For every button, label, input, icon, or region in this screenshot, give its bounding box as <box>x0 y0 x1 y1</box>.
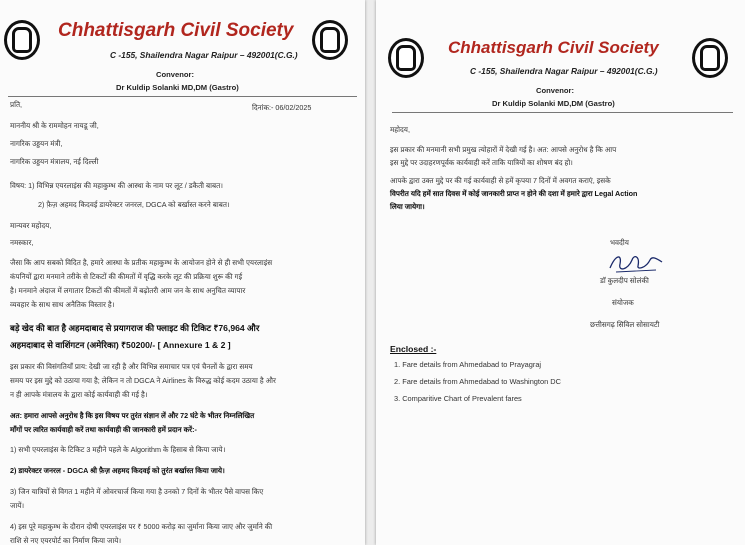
letter-date: दिनांक:- 06/02/2025 <box>252 103 312 112</box>
demand-3-line: जायें। <box>10 501 25 510</box>
demand-2: 2) डायरेक्टर जनरल - DGCA श्री फ़ैज़ अहमद किदवई को तुरंत बर्खास्त किया जाये। <box>10 466 225 475</box>
demand-1: 1) सभी एयरलाइंस के टिकिट 3 महीने पहले के Algorithm के हिसाब से किया जाये। <box>10 445 226 454</box>
paragraph-1-line: कंपनियों द्वारा मनमाने तरीके से टिकटों की कीमतों में वृद्धि करके लूट की प्रक्रिया शुरू की गई <box>10 272 243 281</box>
organization-logo-right <box>312 20 348 60</box>
highlight-line: बड़े खेद की बात है अहमदाबाद से प्रयागराज की फ्लाइट की टिकिट ₹76,964 और <box>10 323 260 333</box>
highlight-line: अहमदाबाद से वाशिंगटन (अमेरिका) ₹50200/- [ Annexure 1 & 2 ] <box>10 340 231 350</box>
demand-4-line: 4) इस पूरे महाकुम्भ के दौरान दोषी एयरलाइंस पर ₹ 5000 करोड़ का जुर्माना किया जाए और जुर्माने की <box>10 522 273 531</box>
organization-logo-right <box>692 38 728 78</box>
addressee-line-1: माननीय श्री के राममोहन नायडू जी, <box>10 121 99 130</box>
letter-page-1 <box>0 0 365 545</box>
demand-3-line: 3) जिन यात्रियों से विगत 1 महीने में ओवरचार्ज किया गया है उनको 7 दिनों के भीतर पैसे वापस किए <box>10 487 264 496</box>
addressee-line-2: नागरिक उड्डयन मंत्री, <box>10 139 63 148</box>
letter-page-2 <box>376 0 745 545</box>
paragraph-1-line: जैसा कि आप सबको विदित है, हमारे आस्था के प्रतीक महाकुम्भ के आयोजन होने से ही सभी एयरलाइंस <box>10 258 273 267</box>
salutation: मान्यवर महोदय, <box>10 221 52 230</box>
letterhead-address: C -155, Shailendra Nagar Raipur – 492001(C.G.) <box>470 66 658 76</box>
enclosed-title: Enclosed :- <box>390 344 437 354</box>
paragraph-1-line: है। मनमाने अंदाज में लगातार टिकटों की कीमतों में बढ़ोतरी आम जन के साथ अनुचित व्यापार <box>10 286 246 295</box>
convenor-label: Convenor: <box>536 86 574 95</box>
paragraph-1-line: व्यवहार के साथ साथ अनैतिक विस्तार है। <box>10 300 115 309</box>
signer-organization: छत्तीसगढ़ सिविल सोसायटी <box>590 320 660 329</box>
paragraph-2-line: विपरीत यदि हमें सात दिवस में कोई जानकारी प्राप्त न होने की दशा में हमारे द्वारा Legal Action <box>390 189 638 198</box>
enclosure-item: 2. Fare details from Ahmedabad to Washington DC <box>394 377 561 386</box>
convenor-name: Dr Kuldip Solanki MD,DM (Gastro) <box>116 83 239 92</box>
paragraph-2-line: लिया जायेगा। <box>390 202 425 211</box>
demand-4-line: राशि से नए एयरपोर्ट का निर्माण किया जाये। <box>10 536 122 545</box>
addressee-line-3: नागरिक उड्डयन मंत्रालय, नई दिल्ली <box>10 157 99 166</box>
organization-logo-left <box>388 38 424 78</box>
to-label: प्रति, <box>10 100 23 109</box>
letterhead-title: Chhattisgarh Civil Society <box>58 20 294 41</box>
paragraph-2-line: आपके द्वारा उक्त मुद्दे पर की गई कार्यवाही से हमें कृपया 7 दिनों में अवगत कराएं, इसके <box>390 176 611 185</box>
paragraph-2-line: इस प्रकार की विसंगतियाँ प्राय: देखी जा रही है और विभिन्न समाचार पत्र एवं चैनलों के द्वारा समय <box>10 362 253 371</box>
namaskar: नमस्कार, <box>10 238 34 247</box>
letterhead-divider <box>8 96 357 97</box>
signature <box>606 248 666 276</box>
signer-name: डॉ कुलदीप सोलंकी <box>600 276 649 285</box>
organization-logo-left <box>4 20 40 60</box>
signer-role: संयोजक <box>612 298 634 307</box>
paragraph-2-line: न ही आपके मंत्रालय के द्वारा कोई कार्यवाही की गई है। <box>10 390 148 399</box>
closing: भवदीय <box>610 238 629 247</box>
paragraph-2-line: समय पर इस मुद्दे को उठाया गया है; लेकिन न तो DGCA ने Airlines के विरुद्ध कोई कदम उठाया है और <box>10 376 276 385</box>
request-line: माँगों पर त्वरित कार्यवाही करें तथा कार्यवाही की जानकारी हमें प्रदान करें:- <box>10 425 197 434</box>
subject-line-2: 2) फ़ैज़ अहमद किदवई डायरेक्टर जनरल, DGCA को बर्खास्त करने बाबत। <box>38 200 230 209</box>
convenor-name: Dr Kuldip Solanki MD,DM (Gastro) <box>492 99 615 108</box>
enclosure-item: 1. Fare details from Ahmedabad to Prayagraj <box>394 360 542 369</box>
request-line: अत: हमारा आपसे अनुरोध है कि इस विषय पर तुरंत संज्ञान लें और 72 घंटे के भीतर निम्नलिखित <box>10 411 255 420</box>
convenor-label: Convenor: <box>156 70 194 79</box>
subject-line-1: विषय: 1) विभिन्न एयरलाइंस की महाकुम्भ की आस्था के नाम पर लूट / डकैती बाबत। <box>10 181 223 190</box>
paragraph-1-line: इस प्रकार की मनमानी सभी प्रमुख त्योहारों में देखी गई है। अत: आपसे अनुरोध है कि आप <box>390 145 617 154</box>
letterhead-address: C -155, Shailendra Nagar Raipur – 492001(C.G.) <box>110 50 298 60</box>
letterhead-title: Chhattisgarh Civil Society <box>448 38 659 57</box>
enclosure-item: 3. Comparitive Chart of Prevalent fares <box>394 394 522 403</box>
paragraph-1-line: इस मुद्दे पर उदाहरणपूर्वक कार्यवाही करें ताकि यात्रियों का शोषण बंद हो। <box>390 158 573 167</box>
salutation: महोदय, <box>390 125 410 134</box>
letterhead-divider <box>392 112 733 113</box>
